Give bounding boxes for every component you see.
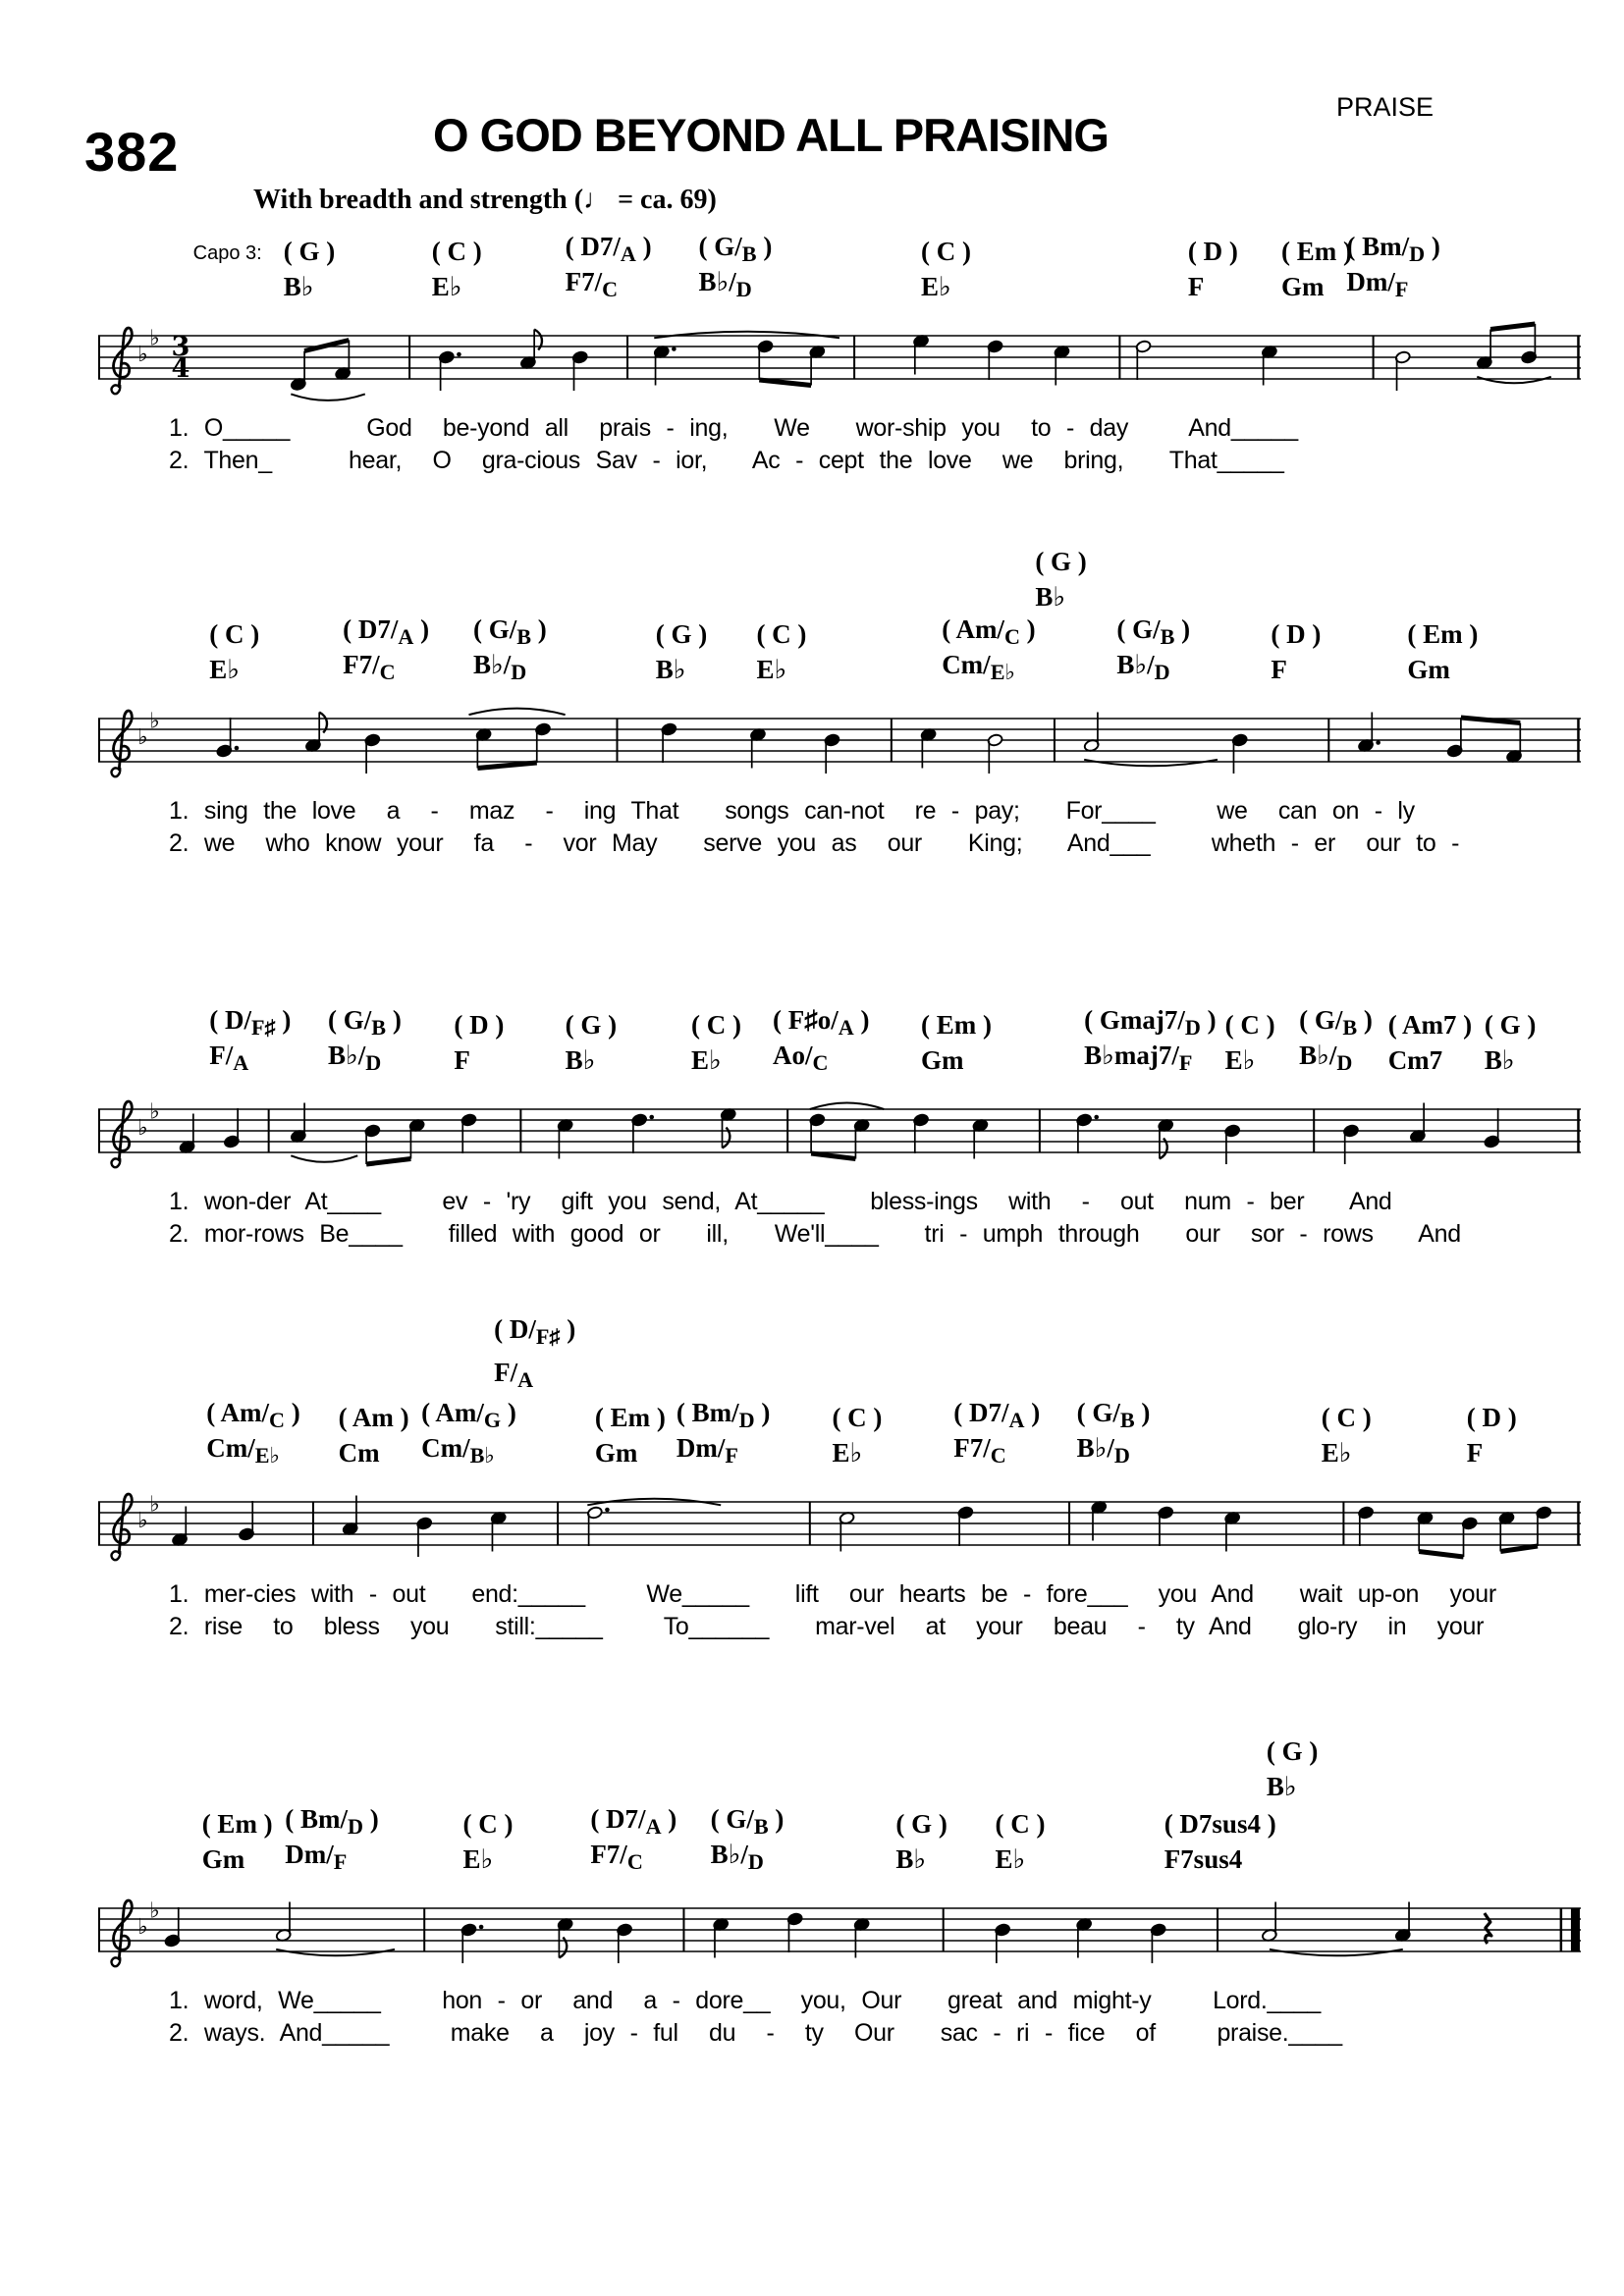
slur <box>1477 377 1551 384</box>
chord-bass-note: C <box>1003 624 1020 649</box>
concert-chord: E♭ <box>1224 1045 1256 1075</box>
staff-wrap <box>98 1080 1581 1178</box>
capo-chord: ( $Bm/_D$ ) <box>285 1803 379 1839</box>
slur <box>469 709 566 716</box>
chord-bass-note: A <box>838 1015 854 1040</box>
high-chord-row <box>98 540 1581 614</box>
page-content <box>84 0 1581 2050</box>
slur <box>1084 760 1218 767</box>
capo-chord: ( $Bm/_D$ ) <box>676 1397 771 1432</box>
capo-chord: ( Em ) <box>201 1809 273 1839</box>
svg-text:♭: ♭ <box>149 1492 160 1518</box>
chord-bass-note: F <box>725 1443 738 1468</box>
slur <box>291 394 365 400</box>
capo-chord: ( $G/_B$ ) <box>1076 1397 1151 1432</box>
chord-bass-note: B♭ <box>469 1443 495 1468</box>
concert-chord: Gm <box>1407 655 1450 684</box>
concert-chord: $F7/_C$ <box>565 266 619 301</box>
staff <box>98 1080 1581 1178</box>
chord-bass-note: D <box>348 1814 363 1839</box>
flat-sign <box>137 1899 160 1940</box>
concert-chord: B♭ <box>1484 1045 1515 1075</box>
concert-chord: E♭ <box>462 1844 494 1874</box>
concert-chord: $B♭maj7/_F$ <box>1084 1040 1193 1075</box>
capo-chord: ( C ) <box>1224 1010 1275 1040</box>
capo-chord: ( C ) <box>691 1010 741 1040</box>
lyric-line-verse2: 2. mor-rows Be____ filled with good or ill, We'll____ tri - umph through our sor - rows And <box>169 1220 1461 1248</box>
svg-text:♭: ♭ <box>137 1915 148 1940</box>
concert-chord: Cm <box>338 1438 380 1468</box>
treble-clef-icon <box>112 1494 133 1560</box>
chord-bass-note: E♭ <box>254 1443 280 1468</box>
capo-chord: ( Em ) <box>1407 619 1479 649</box>
lyrics <box>98 795 1581 860</box>
flat-sign <box>137 327 160 367</box>
concert-chord: $F7/_C$ <box>953 1432 1006 1468</box>
lyric-line-verse1: 1. word, We_____ hon - or and a - dore__ you, Our great and might-y Lord.____ <box>169 1987 1321 2014</box>
quarter-rest <box>1485 1913 1491 1944</box>
chord-bass-note: D <box>1113 1443 1130 1468</box>
capo-chord-row <box>98 1804 1581 1840</box>
concert-chord-row <box>98 1840 1581 1875</box>
concert-chord: E♭ <box>1321 1438 1352 1468</box>
capo-chord: ( $D/_{F♯}$ ) <box>209 1004 292 1040</box>
capo-chord: ( $G/_B$ ) <box>328 1004 402 1040</box>
chord-bass-note: C <box>379 660 396 684</box>
concert-chord: $B♭/_D$ <box>328 1040 382 1075</box>
lyrics <box>98 1186 1581 1251</box>
capo-label: Capo 3: <box>192 242 262 264</box>
capo-chord: ( G ) <box>1266 1736 1319 1766</box>
capo-chord: ( C ) <box>756 619 807 649</box>
page-header <box>84 29 1581 185</box>
capo-chord: ( $G/_B$ ) <box>710 1803 785 1839</box>
concert-chord: B♭ <box>895 1844 927 1874</box>
time-signature <box>171 332 189 384</box>
concert-chord: $B♭/_D$ <box>698 266 752 301</box>
lyric-line-verse1: 1. won-der At____ ev - 'ry gift you send, At_____ bless-ings with - out num - ber And <box>169 1188 1392 1215</box>
concert-chord: Gm <box>201 1844 245 1874</box>
concert-chord: $F7/_C$ <box>343 649 396 684</box>
svg-text:3: 3 <box>171 332 190 362</box>
capo-chord: ( G ) <box>1484 1010 1537 1040</box>
chord-bass-note: D <box>1154 660 1170 684</box>
slur <box>1270 1949 1403 1956</box>
chord-bass-note: G <box>483 1408 502 1432</box>
chord-bass-note: D <box>1336 1050 1353 1075</box>
chord-bass-note: A <box>517 1367 534 1392</box>
concert-chord: $Cm/_{E♭}$ <box>206 1432 280 1468</box>
svg-text:♭: ♭ <box>137 725 148 750</box>
chord-bass-note: A <box>620 241 636 266</box>
lyric-line-verse1: 1. O_____ God be-yond all prais - ing, We wor-ship you to - day And_____ <box>169 414 1298 442</box>
concert-chord: $B♭/_D$ <box>1076 1432 1130 1468</box>
capo-chord: ( $D7/_A$ ) <box>590 1803 677 1839</box>
lyric-line-verse1: 1. mer-cies with - out end:_____ We_____ lift our hearts be - fore___ you And wait up-on your <box>169 1580 1496 1608</box>
svg-text:♭: ♭ <box>149 326 160 351</box>
capo-chord: ( $G/_B$ ) <box>1116 614 1191 649</box>
chord-bass-note: E♭ <box>990 660 1015 684</box>
flat-sign <box>137 710 160 750</box>
concert-chord: Gm <box>594 1438 638 1468</box>
concert-chord: $Cm/_{E♭}$ <box>942 649 1015 684</box>
chord-bass-note: A <box>1008 1408 1025 1432</box>
lyric-line-verse1: 1. sing the love a - maz - ing That songs can-not re - pay; For____ we can on - ly <box>169 797 1415 825</box>
capo-chord-row <box>98 1005 1581 1041</box>
capo-chord: ( C ) <box>995 1809 1046 1839</box>
chord-bass-note: A <box>398 624 414 649</box>
lyrics <box>98 1578 1581 1643</box>
treble-clef-icon <box>112 328 133 394</box>
page-title: O GOD BEYOND ALL PRAISING <box>433 109 1109 161</box>
chord-bass-note: B <box>1160 624 1175 649</box>
capo-chord: ( $G/_B$ ) <box>473 614 547 649</box>
concert-chord: F <box>1271 655 1287 684</box>
capo-chord: ( C ) <box>209 619 260 649</box>
music-system-5 <box>98 1730 1581 2050</box>
slur <box>291 1155 357 1162</box>
score <box>98 232 1581 2050</box>
lyrics <box>98 412 1581 477</box>
chord-bass-note: D <box>365 1050 382 1075</box>
category-label: PRAISE <box>1335 92 1434 122</box>
concert-chord: B♭ <box>1035 582 1066 612</box>
slur <box>810 1103 885 1110</box>
capo-chord: ( $G/_B$ ) <box>698 231 773 266</box>
chord-bass-note: F♯ <box>535 1323 561 1349</box>
chord-bass-note: B <box>741 241 757 266</box>
chord-bass-note: B <box>753 1814 769 1839</box>
concert-chord: E♭ <box>431 272 462 301</box>
concert-chord: $Cm/_{B♭}$ <box>421 1432 495 1468</box>
chord-bass-note: F <box>1178 1050 1193 1075</box>
lyric-line-verse2: 2. Then_ hear, O gra-cious Sav - ior, Ac - cept the love we bring, That_____ <box>169 447 1284 474</box>
flat-sign <box>137 1100 160 1141</box>
chord-bass-note: C <box>812 1050 829 1075</box>
capo-chord: ( C ) <box>921 237 972 266</box>
chord-bass-note: B <box>371 1015 387 1040</box>
capo-chord: ( D ) <box>454 1010 505 1040</box>
capo-chord: ( G ) <box>565 1010 618 1040</box>
chord-group <box>494 1311 575 1398</box>
svg-text:♭: ♭ <box>149 1898 160 1924</box>
staff <box>98 1879 1581 1977</box>
chord-bass-note: C <box>990 1443 1006 1468</box>
concert-chord: $Dm/_F$ <box>1346 266 1409 301</box>
lyric-line-verse2: 2. rise to bless you still:_____ To______ mar-vel at your beau - ty And glo-ry in your <box>169 1613 1485 1640</box>
capo-chord: ( C ) <box>431 237 482 266</box>
capo-chord: ( $Am/_G$ ) <box>421 1397 516 1432</box>
capo-chord: ( C ) <box>1321 1403 1372 1432</box>
staff <box>98 306 1581 404</box>
staff <box>98 689 1581 787</box>
capo-chord: ( Am ) <box>338 1403 409 1432</box>
capo-chord: ( $F♯o/_A$ ) <box>773 1004 870 1040</box>
capo-chord: ( $D7/_A$ ) <box>953 1397 1041 1432</box>
capo-chord: ( Em ) <box>921 1010 993 1040</box>
svg-text:♭: ♭ <box>137 343 148 367</box>
capo-chord: ( $Am/_C$ ) <box>942 614 1036 649</box>
chord-group <box>1035 544 1086 614</box>
concert-chord: $Dm/_F$ <box>676 1432 738 1468</box>
chord-bass-note: D <box>747 1849 764 1874</box>
concert-chord: $F7/_C$ <box>590 1839 643 1874</box>
concert-chord-row <box>98 1041 1581 1076</box>
chord-bass-note: D <box>735 277 752 301</box>
chord-bass-note: A <box>645 1814 662 1839</box>
concert-chord-row <box>98 650 1581 685</box>
concert-chord: Gm <box>1280 272 1325 301</box>
music-system-1 <box>98 232 1581 477</box>
capo-chord: ( G ) <box>1035 547 1087 576</box>
flat-sign <box>137 1493 160 1533</box>
concert-chord: E♭ <box>995 1844 1026 1874</box>
svg-text:4: 4 <box>171 353 190 384</box>
chord-bass-note: B <box>1119 1408 1135 1432</box>
chord-bass-note: A <box>233 1050 249 1075</box>
music-system-2 <box>98 540 1581 860</box>
concert-chord: $F/_A$ <box>494 1357 534 1392</box>
svg-text:♭: ♭ <box>137 1116 148 1141</box>
capo-chord: ( $Gmaj7/_D$ ) <box>1084 1004 1217 1040</box>
concert-chord: $B♭/_D$ <box>473 649 527 684</box>
capo-chord: ( $D7/_A$ ) <box>343 614 430 649</box>
staff-wrap <box>98 689 1581 787</box>
concert-chord: $B♭/_D$ <box>1116 649 1170 684</box>
capo-chord: ( G ) <box>655 619 708 649</box>
lyric-line-verse2: 2. we who know your fa - vor May serve you as our King; And___ wheth - er our to - <box>169 829 1460 857</box>
capo-chord: ( D ) <box>1271 619 1322 649</box>
capo-chord: ( $D7/_A$ ) <box>565 231 652 266</box>
capo-chord: ( $Bm/_D$ ) <box>1346 231 1440 266</box>
capo-chord: ( $G/_B$ ) <box>1299 1004 1373 1040</box>
concert-chord: B♭ <box>655 655 686 684</box>
concert-chord: Cm7 <box>1387 1045 1443 1075</box>
music-system-3 <box>98 1005 1581 1251</box>
capo-chord: ( C ) <box>462 1809 514 1839</box>
chord-group <box>1267 1734 1318 1804</box>
concert-chord: B♭ <box>565 1045 596 1075</box>
concert-chord: E♭ <box>921 272 951 301</box>
chord-bass-note: B <box>1342 1015 1358 1040</box>
treble-clef-icon <box>112 1101 133 1167</box>
concert-chord-row <box>98 1433 1581 1468</box>
tempo-marking: With breadth and strength (♩ = ca. 69) <box>253 185 717 215</box>
capo-chord-row <box>98 232 1581 267</box>
concert-chord: F <box>454 1045 470 1075</box>
concert-chord: E♭ <box>209 655 240 684</box>
capo-chord: ( D ) <box>1187 237 1238 266</box>
concert-chord: B♭ <box>1266 1772 1297 1801</box>
chord-bass-note: D <box>1184 1015 1201 1040</box>
concert-chord: F <box>1187 272 1205 301</box>
chord-bass-note: D <box>738 1408 755 1432</box>
concert-chord: F7sus4 <box>1164 1844 1243 1874</box>
svg-text:♭: ♭ <box>137 1509 148 1533</box>
concert-chord-row <box>98 267 1581 302</box>
capo-chord-row <box>98 1398 1581 1433</box>
staff <box>98 1472 1581 1571</box>
staff-wrap <box>98 306 1581 404</box>
capo-chord: ( G ) <box>895 1809 947 1839</box>
capo-chord: ( G ) <box>283 237 336 266</box>
capo-chord: ( $Am/_C$ ) <box>206 1397 300 1432</box>
capo-chord: ( $D/_{F♯}$ ) <box>494 1313 576 1349</box>
concert-chord: E♭ <box>832 1438 863 1468</box>
chord-bass-note: C <box>626 1849 643 1874</box>
concert-chord: $Dm/_F$ <box>285 1839 348 1874</box>
svg-text:♭: ♭ <box>149 1099 160 1125</box>
chord-bass-note: D <box>1409 241 1426 266</box>
concert-chord: F <box>1466 1438 1484 1468</box>
concert-chord: $F/_A$ <box>209 1040 249 1075</box>
treble-clef-icon <box>112 1900 133 1966</box>
concert-chord: E♭ <box>691 1045 722 1075</box>
capo-chord: ( C ) <box>832 1403 883 1432</box>
chord-bass-note: F <box>333 1849 348 1874</box>
staff-wrap <box>98 1879 1581 1977</box>
high-chord-row <box>98 1730 1581 1804</box>
capo-chord: ( D7sus4 ) <box>1164 1809 1276 1839</box>
treble-clef-icon <box>112 711 133 776</box>
high-chord-row <box>98 1313 1581 1398</box>
concert-chord: E♭ <box>756 655 787 684</box>
slur <box>276 1949 395 1956</box>
concert-chord: $B♭/_D$ <box>1299 1040 1353 1075</box>
concert-chord: Gm <box>921 1045 964 1075</box>
capo-chord: ( D ) <box>1466 1403 1517 1432</box>
chord-bass-note: C <box>268 1408 285 1432</box>
concert-chord: B♭ <box>283 272 314 301</box>
chord-bass-note: B <box>516 624 532 649</box>
chord-bass-note: F♯ <box>251 1015 276 1040</box>
lyric-line-verse2: 2. ways. And_____ make a joy - ful du - ty Our sac - ri - fice of praise.____ <box>169 2019 1342 2047</box>
concert-chord: $Ao/_C$ <box>773 1040 829 1075</box>
concert-chord: $B♭/_D$ <box>710 1839 764 1874</box>
slur <box>654 332 839 339</box>
chord-bass-note: D <box>511 660 527 684</box>
staff-wrap <box>98 1472 1581 1571</box>
capo-chord: ( Am7 ) <box>1387 1010 1473 1040</box>
svg-text:♭: ♭ <box>149 709 160 734</box>
chord-bass-note: F <box>1394 277 1409 301</box>
music-system-4 <box>98 1313 1581 1643</box>
capo-chord: ( Em ) <box>1280 237 1352 266</box>
capo-chord-row <box>98 614 1581 650</box>
chord-bass-note: C <box>602 277 619 301</box>
hymn-number: 382 <box>84 121 180 183</box>
lyrics <box>98 1985 1581 2050</box>
capo-chord: ( Em ) <box>594 1403 666 1432</box>
